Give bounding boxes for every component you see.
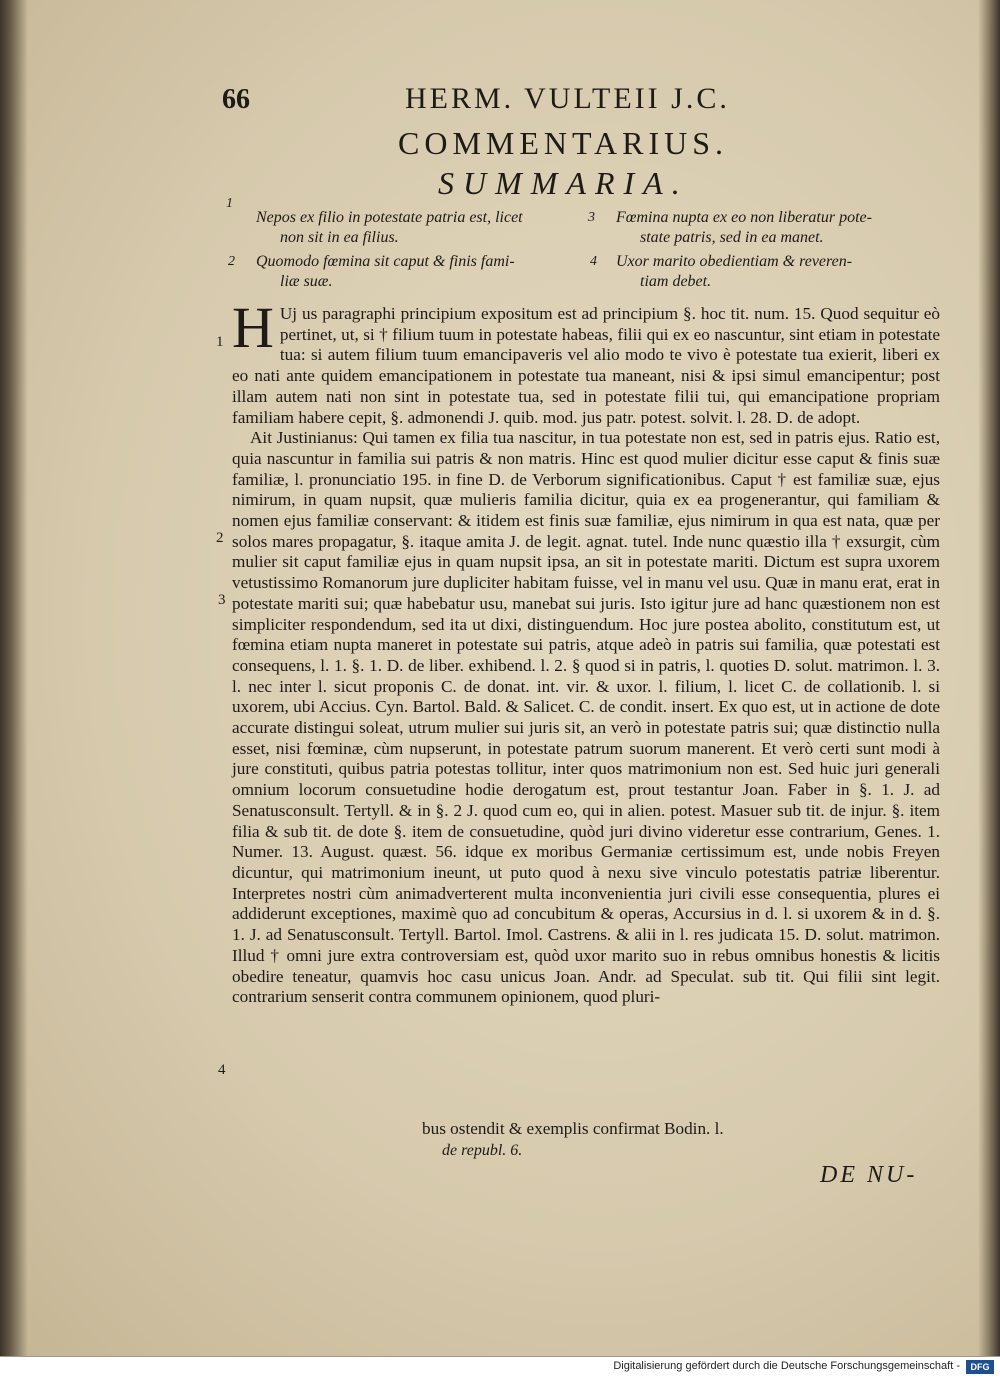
running-head: HERM. VULTEII J.C. <box>405 82 730 115</box>
margin-number: 2 <box>216 530 224 546</box>
margin-number: 4 <box>218 1062 226 1078</box>
summary-line: tiam debet. <box>640 273 712 290</box>
paragraph-2: Ait Justinianus: Qui tamen ex filia tua nascitur, in tua potestate non est, sed in patris ejus. Ratio est, quia nascuntur in familia sui patris & non matris. Hinc est quod mulier dicitur esse caput & finis suæ familiæ, l. pronunciatio 195. in fine D. de Verborum significationibus. Caput † est familiæ suæ, ejus nimirum, in quam nupsit, quæ mulieris familia dicitur, quia ex ea progenerantur, qui familiam & nomen ejus familiæ conservant: & itidem est finis suæ familiæ, ejus nimirum in qua est nata, quæ per solos mares propagatur, §. itaque amita J. de legit. agnat. tutel. Inde nunc quæstio illa † exsurgit, cùm mulier sit caput familiæ ejus in quam nupsit ipsa, an sit in potestate mariti. Dictum est supra uxorem vetustissimo Romanorum jure dupliciter habitam fuisse, vel in manu vel usu. Quæ in manu erat, erat in potestate mariti sui; quæ habebatur usu, manebat sui juris. Isto igitur jure ad hanc quæstionem non est simpliciter respondendum, sed ita ut dixi, distinguendum. Hoc jure postea abolito, constitutum est, ut fœmina etiam nupta maneret in potestate sui patris, atque adeò in patris sui familia, quæ potestati est consequens, l. 1. §. 1. D. de liber. exhibend. l. 2. § quod si in patris, l. quoties D. solut. matrimon. l. 3. l. nec inter l. sicut proponis C. de donat. int. vir. & uxor. l. filium, l. licet C. de collationib. l. si uxorem, ubi Accius. Cyn. Bartol. Bald. & Salicet. C. de condit. insert. Ex quo est, ut in actione de dote accurate distingui soleat, utrum mulier sui juris sit, an verò in potestate patris sui; quæ distinctio nulla esset, nisi fœminæ, cùm nupserunt, in potestate patrum suorum manerent. Et verò certi sunt modi à jure constituti, quibus patria potestas tollitur, inter quos matrimonium non est. Sed huic juri generali omnium locorum consuetudine hodie derogatum est, prout testantur Joan. Faber in §. 1. J. ad Senatusconsult. Tertyll. & in §. 2 J. quod cum eo, qui in alien. potest. Masuer sub tit. de injur. §. item filia & sub tit. de dote §. item de consuetudine, quòd juri divino videretur esse contrarium, Genes. 1. Numer. 13. August. quæst. 56. idque ex moribus Germaniæ certissimum est, unde nobis Freyen dicuntur, qui matrimonium ineunt, ut puto quod à nexu sive vinculo potestatis patriæ liberentur. Interpretes nostri cùm animadverterent multa inconvenientia juri civili esse consequentia, plures ei addiderunt exceptiones, maximè quo ad concubitum & operas, Accursius in d. l. si uxorem & in d. §. 1. J. ad Senatusconsult. Tertyll. Bartol. Imol. Castrens. & alii in l. res judicata 15. D. solut. matrimon. Illud † omni jure extra controversiam est, quòd uxor marito suo in rebus omnibus honestis & licitis obedire teneatur, quamvis hoc casu unicus Joan. Andr. ad Speculat. sub tit. Qui filii sint legit. contrarium senserit contra communem opinionem, quod pluri- <box>232 428 940 1007</box>
summaria-heading: SUMMARIA. <box>438 165 689 201</box>
margin-number: 3 <box>218 592 226 608</box>
paragraph-1-text: Uj us paragraphi principium expositum est ad principium §. hoc tit. num. 15. Quod sequitur eò pertinet, ut, si † filium tuum in potestate habeas, filii qui ex eo nascuntur, sint etiam in potestate tua: si autem filium tuum emancipaveris vel alio modo te vivo è potestate tua exierit, liberi ex eo nati ante quidem emancipationem in potestate tua maneant, nisi & ipsi simul emancipentur; post illam autem nati non sint in potestate tua, sed in potestate filii tui, qui emancipatione propriam familiam habere cepit, §. admonendi J. quib. mod. jus patr. potest. solvit. l. 28. D. de adopt. <box>232 304 940 427</box>
page-title: COMMENTARIUS. <box>398 125 729 161</box>
summary-number: 2 <box>228 254 235 269</box>
summary-number: 1 <box>226 196 233 211</box>
summary-item <box>616 252 936 292</box>
summary-number: 3 <box>588 210 595 225</box>
summary-item <box>256 208 576 248</box>
summary-line: liæ suæ. <box>280 273 333 290</box>
footer-credit: Digitalisierung gefördert durch die Deutsche Forschungsgemeinschaft - <box>613 1360 960 1372</box>
closing-line: bus ostendit & exemplis confirmat Bodin. l. <box>422 1119 724 1138</box>
summary-line: non sit in ea filius. <box>280 229 399 246</box>
page-number: 66 <box>222 84 250 115</box>
paragraph-1 <box>232 295 940 428</box>
closing-reference: de republ. 6. <box>442 1142 523 1159</box>
page-left-gutter-shadow <box>0 0 28 1356</box>
catchword: DE NU- <box>820 1162 918 1188</box>
summary-line: Uxor marito obedientiam & reveren- <box>616 253 853 270</box>
summary-item <box>616 208 936 248</box>
summary-line: Nepos ex filio in potestate patria est, licet <box>256 209 523 226</box>
body-text <box>232 295 940 1008</box>
summary-item <box>256 252 576 292</box>
drop-cap: H <box>232 295 274 360</box>
dfg-logo: DFG <box>966 1360 994 1374</box>
page-right-edge-shadow <box>978 0 1000 1356</box>
digitization-footer <box>0 1356 1000 1379</box>
summary-line: Fœmina nupta ex eo non liberatur pote- <box>616 209 872 226</box>
summary-line: state patris, sed in ea manet. <box>640 229 824 246</box>
summary-number: 4 <box>590 254 597 269</box>
summary-line: Quomodo fœmina sit caput & finis fami- <box>256 253 515 270</box>
margin-number: 1 <box>216 334 224 350</box>
